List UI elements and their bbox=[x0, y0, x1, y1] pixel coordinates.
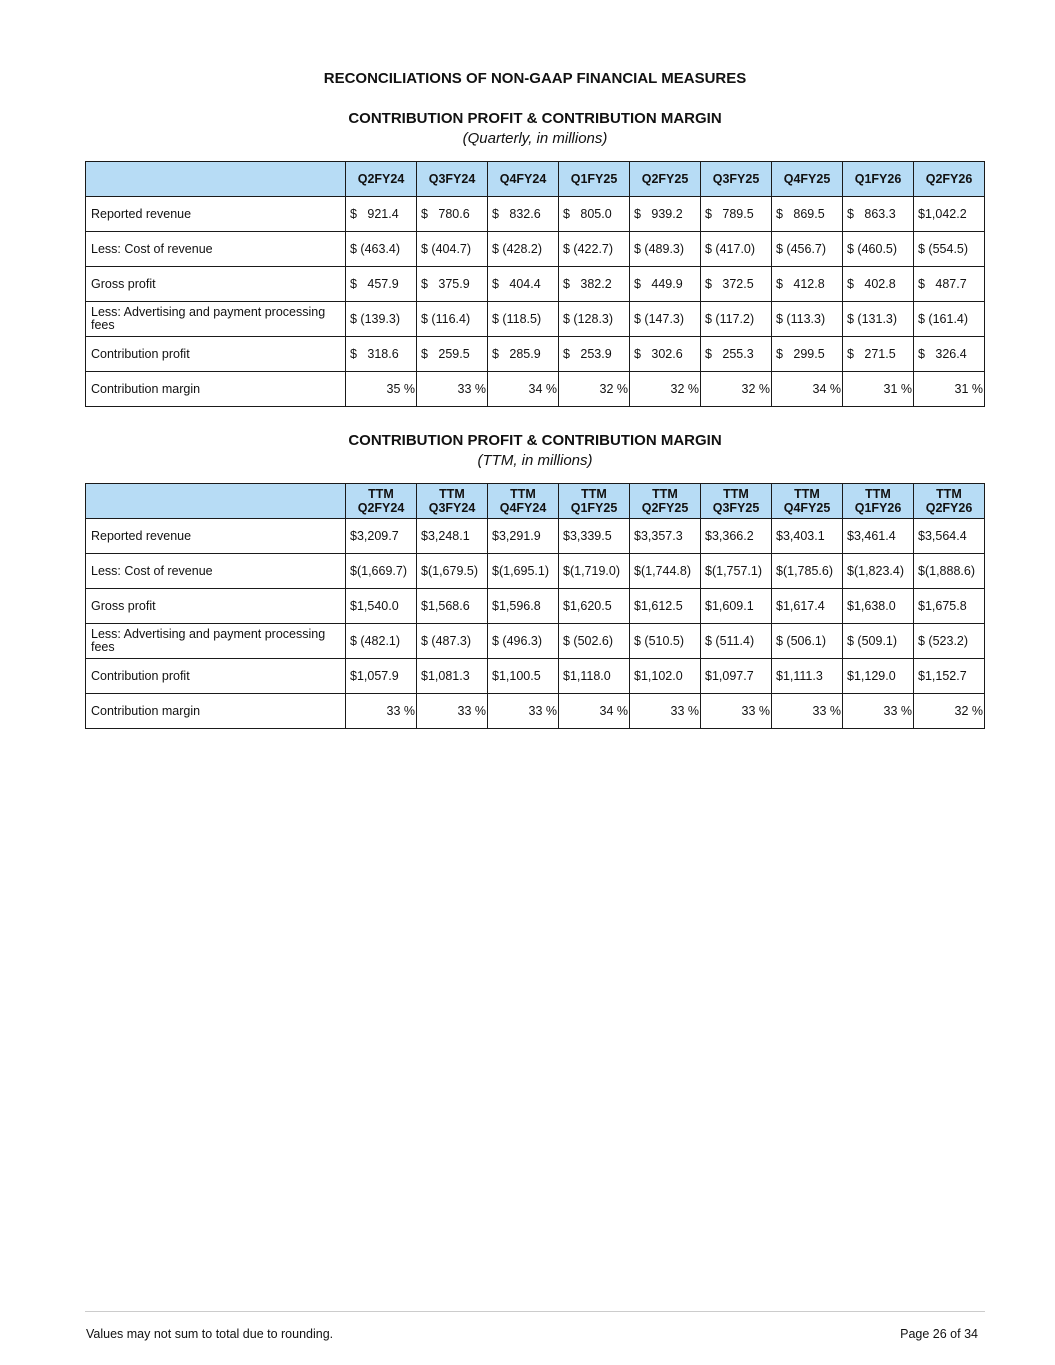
ttm-section-title: CONTRIBUTION PROFIT & CONTRIBUTION MARGIN bbox=[348, 432, 722, 449]
row-label: Less: Advertising and payment processing fees bbox=[86, 302, 346, 337]
value-cell: $ 318.6 bbox=[346, 337, 417, 372]
value-cell: $ 412.8 bbox=[772, 267, 843, 302]
value-cell: $1,081.3 bbox=[417, 659, 488, 694]
row-label: Gross profit bbox=[86, 589, 346, 624]
value-cell: $ (131.3) bbox=[843, 302, 914, 337]
value-cell: 31 % bbox=[914, 372, 985, 407]
value-cell: $(1,695.1) bbox=[488, 554, 559, 589]
column-header: Q3FY24 bbox=[417, 162, 488, 197]
value-cell: $ 402.8 bbox=[843, 267, 914, 302]
value-cell: $ (139.3) bbox=[346, 302, 417, 337]
value-cell: $(1,888.6) bbox=[914, 554, 985, 589]
quarterly-section-title: CONTRIBUTION PROFIT & CONTRIBUTION MARGIN bbox=[348, 110, 722, 127]
value-cell: $(1,669.7) bbox=[346, 554, 417, 589]
value-cell: $ 487.7 bbox=[914, 267, 985, 302]
value-cell: $1,620.5 bbox=[559, 589, 630, 624]
value-cell: $ 382.2 bbox=[559, 267, 630, 302]
table-header-row bbox=[86, 484, 985, 519]
value-cell: $1,100.5 bbox=[488, 659, 559, 694]
value-cell: $(1,744.8) bbox=[630, 554, 701, 589]
value-cell: 33 % bbox=[417, 694, 488, 729]
row-label: Gross profit bbox=[86, 267, 346, 302]
table-row bbox=[86, 232, 985, 267]
value-cell: $ (128.3) bbox=[559, 302, 630, 337]
table-header-row bbox=[86, 162, 985, 197]
column-header: Q2FY26 bbox=[914, 162, 985, 197]
column-header: Q4FY24 bbox=[488, 162, 559, 197]
value-cell: $ 457.9 bbox=[346, 267, 417, 302]
value-cell: $ (117.2) bbox=[701, 302, 772, 337]
value-cell: $ (456.7) bbox=[772, 232, 843, 267]
page-title: RECONCILIATIONS OF NON-GAAP FINANCIAL MEASURES bbox=[323, 70, 747, 87]
value-cell: $ (116.4) bbox=[417, 302, 488, 337]
value-cell: 33 % bbox=[843, 694, 914, 729]
value-cell: $ (496.3) bbox=[488, 624, 559, 659]
value-cell: $1,097.7 bbox=[701, 659, 772, 694]
value-cell: 34 % bbox=[772, 372, 843, 407]
value-cell: $ 326.4 bbox=[914, 337, 985, 372]
value-cell: $ 832.6 bbox=[488, 197, 559, 232]
row-label: Reported revenue bbox=[86, 197, 346, 232]
ttm-table bbox=[85, 483, 985, 729]
value-cell: $ 299.5 bbox=[772, 337, 843, 372]
value-cell: $ 939.2 bbox=[630, 197, 701, 232]
value-cell: $3,564.4 bbox=[914, 519, 985, 554]
column-header: Q2FY25 bbox=[630, 162, 701, 197]
header-label-cell bbox=[86, 484, 346, 519]
row-label: Less: Cost of revenue bbox=[86, 554, 346, 589]
value-cell: $1,638.0 bbox=[843, 589, 914, 624]
value-cell: $ 372.5 bbox=[701, 267, 772, 302]
value-cell: $1,596.8 bbox=[488, 589, 559, 624]
value-cell: $ (463.4) bbox=[346, 232, 417, 267]
value-cell: $3,357.3 bbox=[630, 519, 701, 554]
value-cell: $ (509.1) bbox=[843, 624, 914, 659]
row-label: Contribution margin bbox=[86, 694, 346, 729]
column-header: Q3FY25 bbox=[701, 162, 772, 197]
column-header: TTM Q4FY25 bbox=[772, 484, 843, 519]
table-row bbox=[86, 267, 985, 302]
value-cell: $(1,757.1) bbox=[701, 554, 772, 589]
value-cell: $3,248.1 bbox=[417, 519, 488, 554]
value-cell: $ (113.3) bbox=[772, 302, 843, 337]
table-row bbox=[86, 337, 985, 372]
row-label: Less: Cost of revenue bbox=[86, 232, 346, 267]
header-label-cell bbox=[86, 162, 346, 197]
value-cell: $ 869.5 bbox=[772, 197, 843, 232]
column-header: TTM Q1FY26 bbox=[843, 484, 914, 519]
value-cell: $ (147.3) bbox=[630, 302, 701, 337]
value-cell: 31 % bbox=[843, 372, 914, 407]
table-row bbox=[86, 624, 985, 659]
column-header: Q4FY25 bbox=[772, 162, 843, 197]
value-cell: $ (523.2) bbox=[914, 624, 985, 659]
value-cell: $1,540.0 bbox=[346, 589, 417, 624]
value-cell: $(1,679.5) bbox=[417, 554, 488, 589]
table-row bbox=[86, 554, 985, 589]
value-cell: $ (482.1) bbox=[346, 624, 417, 659]
value-cell: $(1,719.0) bbox=[559, 554, 630, 589]
value-cell: $(1,823.4) bbox=[843, 554, 914, 589]
value-cell: 32 % bbox=[701, 372, 772, 407]
value-cell: $3,291.9 bbox=[488, 519, 559, 554]
value-cell: 35 % bbox=[346, 372, 417, 407]
column-header: TTM Q2FY26 bbox=[914, 484, 985, 519]
value-cell: $ 921.4 bbox=[346, 197, 417, 232]
value-cell: 33 % bbox=[701, 694, 772, 729]
value-cell: $ (417.0) bbox=[701, 232, 772, 267]
value-cell: $ (428.2) bbox=[488, 232, 559, 267]
column-header: TTM Q3FY24 bbox=[417, 484, 488, 519]
value-cell: $1,111.3 bbox=[772, 659, 843, 694]
value-cell: $ (510.5) bbox=[630, 624, 701, 659]
value-cell: 33 % bbox=[346, 694, 417, 729]
value-cell: $ 404.4 bbox=[488, 267, 559, 302]
column-header: TTM Q3FY25 bbox=[701, 484, 772, 519]
table-row bbox=[86, 197, 985, 232]
value-cell: $ 863.3 bbox=[843, 197, 914, 232]
column-header: Q1FY26 bbox=[843, 162, 914, 197]
value-cell: $3,209.7 bbox=[346, 519, 417, 554]
value-cell: $ 255.3 bbox=[701, 337, 772, 372]
value-cell: $3,339.5 bbox=[559, 519, 630, 554]
value-cell: $1,118.0 bbox=[559, 659, 630, 694]
value-cell: 34 % bbox=[559, 694, 630, 729]
quarterly-table bbox=[85, 161, 985, 407]
value-cell: $1,617.4 bbox=[772, 589, 843, 624]
value-cell: $ (554.5) bbox=[914, 232, 985, 267]
row-label: Contribution profit bbox=[86, 659, 346, 694]
value-cell: 33 % bbox=[417, 372, 488, 407]
table-row bbox=[86, 372, 985, 407]
value-cell: $3,403.1 bbox=[772, 519, 843, 554]
value-cell: $1,102.0 bbox=[630, 659, 701, 694]
column-header: Q1FY25 bbox=[559, 162, 630, 197]
value-cell: $ 789.5 bbox=[701, 197, 772, 232]
value-cell: $ (118.5) bbox=[488, 302, 559, 337]
column-header: TTM Q2FY24 bbox=[346, 484, 417, 519]
value-cell: $ (404.7) bbox=[417, 232, 488, 267]
column-header: TTM Q4FY24 bbox=[488, 484, 559, 519]
value-cell: $ 375.9 bbox=[417, 267, 488, 302]
value-cell: $1,152.7 bbox=[914, 659, 985, 694]
value-cell: $1,675.8 bbox=[914, 589, 985, 624]
table-row bbox=[86, 659, 985, 694]
value-cell: $ 780.6 bbox=[417, 197, 488, 232]
value-cell: $ 271.5 bbox=[843, 337, 914, 372]
row-label: Contribution profit bbox=[86, 337, 346, 372]
value-cell: $ 253.9 bbox=[559, 337, 630, 372]
value-cell: $(1,785.6) bbox=[772, 554, 843, 589]
table-row bbox=[86, 302, 985, 337]
column-header: TTM Q1FY25 bbox=[559, 484, 630, 519]
value-cell: $ 449.9 bbox=[630, 267, 701, 302]
page-number: Page 26 of 34 bbox=[900, 1327, 978, 1341]
row-label: Reported revenue bbox=[86, 519, 346, 554]
value-cell: 33 % bbox=[488, 694, 559, 729]
value-cell: $1,057.9 bbox=[346, 659, 417, 694]
value-cell: $3,461.4 bbox=[843, 519, 914, 554]
value-cell: $1,129.0 bbox=[843, 659, 914, 694]
value-cell: $ (502.6) bbox=[559, 624, 630, 659]
value-cell: $ 302.6 bbox=[630, 337, 701, 372]
value-cell: 32 % bbox=[914, 694, 985, 729]
row-label: Contribution margin bbox=[86, 372, 346, 407]
value-cell: 33 % bbox=[630, 694, 701, 729]
value-cell: $ (506.1) bbox=[772, 624, 843, 659]
quarterly-table-body bbox=[86, 197, 985, 407]
value-cell: 32 % bbox=[630, 372, 701, 407]
value-cell: $ (460.5) bbox=[843, 232, 914, 267]
quarterly-section-subtitle: (Quarterly, in millions) bbox=[462, 130, 608, 147]
value-cell: 32 % bbox=[559, 372, 630, 407]
value-cell: $1,042.2 bbox=[914, 197, 985, 232]
column-header: TTM Q2FY25 bbox=[630, 484, 701, 519]
value-cell: $ 805.0 bbox=[559, 197, 630, 232]
value-cell: $ 285.9 bbox=[488, 337, 559, 372]
value-cell: 34 % bbox=[488, 372, 559, 407]
value-cell: $ (422.7) bbox=[559, 232, 630, 267]
value-cell: $ (487.3) bbox=[417, 624, 488, 659]
value-cell: $1,609.1 bbox=[701, 589, 772, 624]
footer-note: Values may not sum to total due to rounding. bbox=[86, 1327, 334, 1341]
table-row bbox=[86, 589, 985, 624]
table-row bbox=[86, 694, 985, 729]
ttm-section-subtitle: (TTM, in millions) bbox=[477, 452, 593, 469]
table-row bbox=[86, 519, 985, 554]
ttm-table-body bbox=[86, 519, 985, 729]
value-cell: $1,568.6 bbox=[417, 589, 488, 624]
value-cell: $ (511.4) bbox=[701, 624, 772, 659]
column-header: Q2FY24 bbox=[346, 162, 417, 197]
footer-divider bbox=[85, 1311, 985, 1312]
value-cell: $ (489.3) bbox=[630, 232, 701, 267]
value-cell: 33 % bbox=[772, 694, 843, 729]
value-cell: $3,366.2 bbox=[701, 519, 772, 554]
value-cell: $1,612.5 bbox=[630, 589, 701, 624]
row-label: Less: Advertising and payment processing fees bbox=[86, 624, 346, 659]
value-cell: $ (161.4) bbox=[914, 302, 985, 337]
value-cell: $ 259.5 bbox=[417, 337, 488, 372]
